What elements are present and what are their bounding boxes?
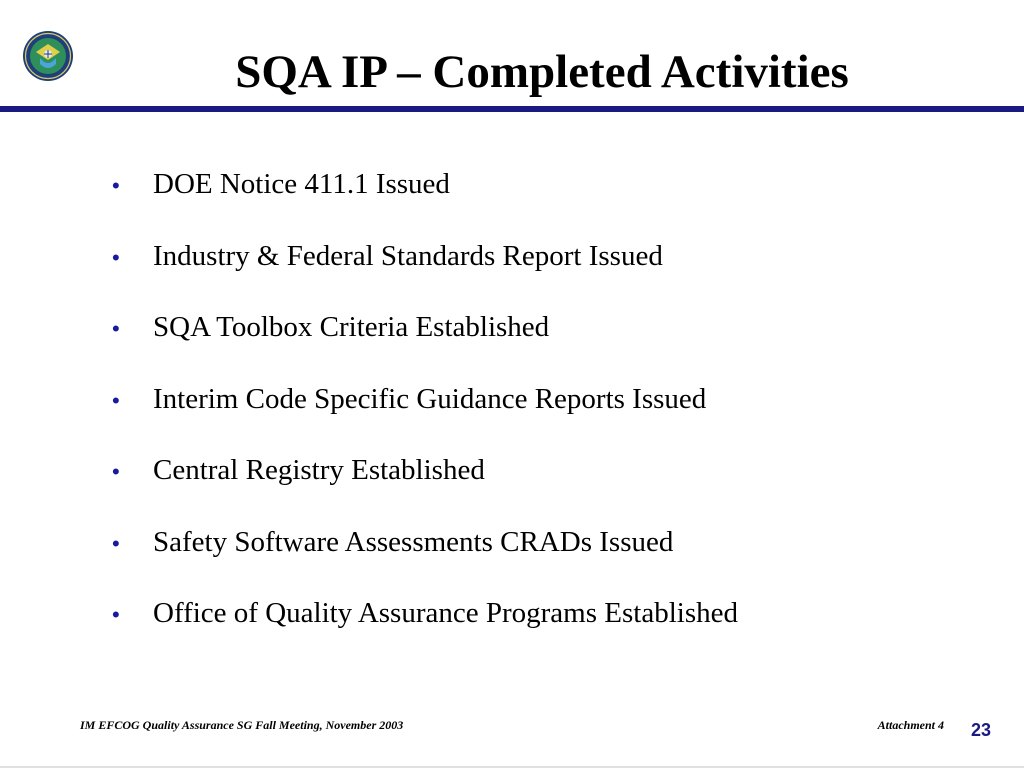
list-item xyxy=(112,234,738,306)
bullet-icon: • xyxy=(112,530,120,556)
footer-attachment: Attachment 4 xyxy=(877,718,944,732)
bullet-icon: • xyxy=(112,459,120,484)
bullet-icon: • xyxy=(112,602,120,627)
bullet-text: Central Registry Established xyxy=(153,454,485,486)
slide-title: SQA IP – Completed Activities xyxy=(235,46,849,98)
bullet-icon: • xyxy=(112,244,120,270)
bullet-text: Office of Quality Assurance Programs Established xyxy=(153,597,738,629)
list-item xyxy=(112,377,738,449)
title-divider xyxy=(0,106,1024,112)
page-number: 23 xyxy=(970,720,991,740)
list-item xyxy=(112,591,738,663)
bullet-text: Interim Code Specific Guidance Reports Issued xyxy=(153,382,707,415)
bullet-text: SQA Toolbox Criteria Established xyxy=(153,311,550,343)
bullet-icon: • xyxy=(112,173,120,198)
list-item xyxy=(112,305,738,377)
list-item xyxy=(112,162,738,234)
bullet-text: DOE Notice 411.1 Issued xyxy=(153,168,450,200)
footer-meeting: IM EFCOG Quality Assurance SG Fall Meeting, November 2003 xyxy=(80,718,404,732)
bullet-text: Safety Software Assessments CRADs Issued xyxy=(153,525,674,558)
bullet-icon: • xyxy=(112,387,120,413)
bullet-list xyxy=(112,162,738,663)
bullet-text: Industry & Federal Standards Report Issued xyxy=(153,239,663,272)
list-item xyxy=(112,520,738,592)
bullet-icon: • xyxy=(112,316,120,341)
list-item xyxy=(112,448,738,520)
